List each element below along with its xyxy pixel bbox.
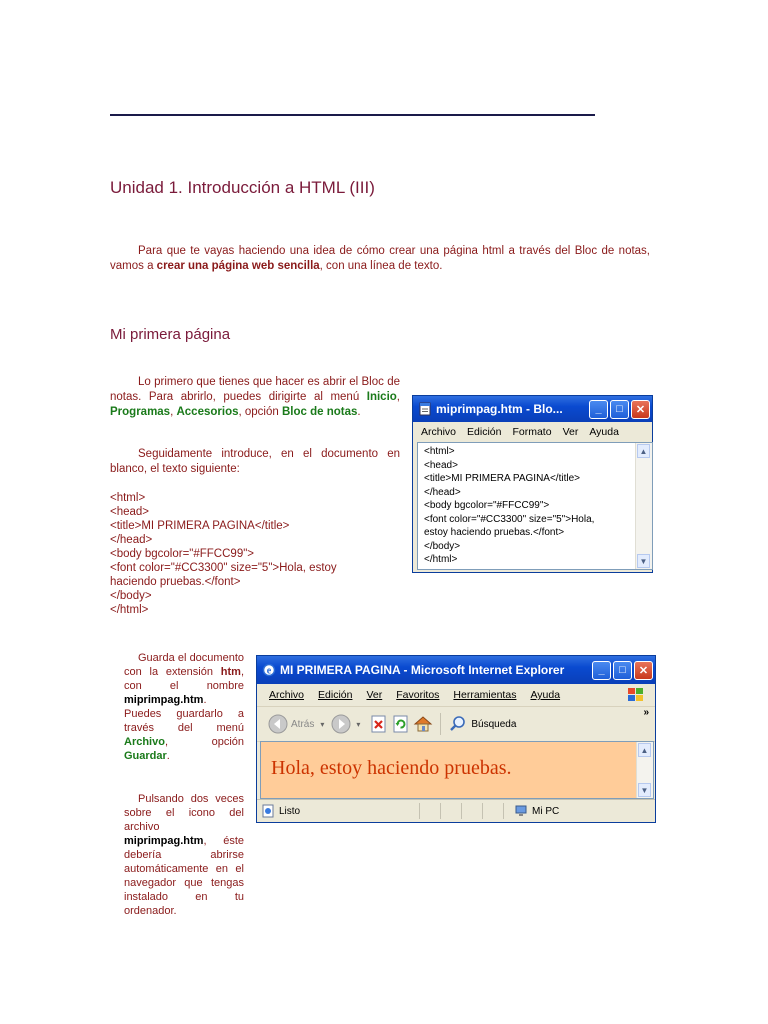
step2-paragraph bbox=[110, 447, 400, 477]
stop-button[interactable] bbox=[368, 713, 390, 735]
code-line: <head> bbox=[110, 506, 150, 518]
status-cell bbox=[461, 803, 482, 819]
maximize-button[interactable]: □ bbox=[613, 661, 632, 680]
minimize-button[interactable]: _ bbox=[592, 661, 611, 680]
forward-button[interactable] bbox=[330, 713, 352, 735]
minimize-button[interactable]: _ bbox=[589, 400, 608, 419]
code-line: <body bgcolor="#FFCC99"> bbox=[110, 548, 255, 560]
page-title: Unidad 1. Introducción a HTML (III) bbox=[110, 178, 375, 197]
step4-text: Pulsando dos veces sobre el icono del archivo bbox=[124, 793, 244, 833]
notepad-scrollbar[interactable] bbox=[635, 443, 652, 569]
menu-item-ayuda[interactable]: Ayuda bbox=[589, 426, 619, 438]
status-cell bbox=[482, 803, 503, 819]
separator: , bbox=[170, 406, 177, 418]
status-text: Listo bbox=[279, 805, 301, 817]
notepad-window bbox=[412, 395, 653, 573]
menu-archivo: Archivo bbox=[124, 736, 165, 748]
page-status-icon bbox=[261, 804, 275, 818]
forward-dropdown-icon[interactable]: ▾ bbox=[356, 719, 361, 729]
code-line: <html> bbox=[110, 492, 146, 504]
filename: miprimpag.htm bbox=[124, 835, 204, 847]
zone-text: Mi PC bbox=[532, 805, 560, 817]
browser-title: MI PRIMERA PAGINA - Microsoft Internet Explorer bbox=[280, 663, 565, 677]
menu-item-edicion[interactable]: Edición bbox=[318, 689, 353, 701]
notepad-line: <body bgcolor="#FFCC99"> bbox=[424, 500, 550, 511]
menu-bloc-de-notas: Bloc de notas bbox=[281, 406, 358, 418]
svg-text:e: e bbox=[266, 665, 272, 677]
menu-programas: Programas bbox=[110, 406, 171, 418]
code-listing bbox=[110, 491, 337, 617]
notepad-line: <html> bbox=[424, 446, 455, 457]
notepad-line: estoy haciendo pruebas.</font> bbox=[424, 527, 565, 538]
menu-item-archivo[interactable]: Archivo bbox=[269, 689, 305, 701]
filename: miprimpag.htm bbox=[124, 694, 204, 706]
notepad-line: <title>MI PRIMERA PAGINA</title> bbox=[424, 473, 580, 484]
section-subtitle: Mi primera página bbox=[110, 326, 231, 343]
back-label[interactable]: Atrás bbox=[291, 718, 315, 730]
notepad-line: <head> bbox=[424, 459, 458, 471]
refresh-button[interactable] bbox=[390, 713, 412, 735]
notepad-title: miprimpag.htm - Blo... bbox=[436, 402, 563, 416]
menu-item-ver[interactable]: Ver bbox=[562, 426, 579, 438]
step4-text-2: , éste debería abrirse automáticamente en el navegador que tengas instalado en tu ordenador. bbox=[124, 835, 244, 917]
notepad-text-area[interactable] bbox=[417, 442, 653, 570]
browser-content bbox=[260, 741, 654, 799]
notepad-titlebar bbox=[413, 396, 652, 422]
step1-paragraph bbox=[110, 375, 400, 420]
home-icon bbox=[413, 714, 433, 734]
step2-text: Seguidamente introduce, en el documento en blanco, el texto siguiente: bbox=[110, 448, 400, 475]
search-label[interactable]: Búsqueda bbox=[471, 718, 517, 730]
step3-text-3: . Puedes guardarlo a través del menú bbox=[124, 694, 244, 734]
notepad-icon bbox=[418, 402, 432, 416]
period: . bbox=[357, 406, 361, 418]
code-line: </head> bbox=[110, 534, 153, 546]
search-icon bbox=[449, 715, 467, 733]
scroll-up-icon[interactable]: ▲ bbox=[638, 743, 651, 757]
step4-paragraph bbox=[124, 792, 244, 918]
top-rule bbox=[110, 114, 595, 116]
intro-text-1: Para que te vayas haciendo una idea de cómo crear una página html a través del Bloc de notas, vamos a bbox=[110, 245, 650, 272]
scroll-down-icon[interactable]: ▼ bbox=[637, 554, 650, 568]
notepad-line: </body> bbox=[424, 540, 461, 552]
option-guardar: Guardar bbox=[124, 750, 167, 762]
scroll-up-icon[interactable]: ▲ bbox=[637, 444, 650, 458]
notepad-line: <font color="#CC3300" size="5">Hola, bbox=[424, 513, 595, 525]
close-button[interactable]: ✕ bbox=[631, 400, 650, 419]
notepad-line: </html> bbox=[424, 554, 458, 565]
menu-item-herramientas[interactable]: Herramientas bbox=[453, 689, 517, 701]
step3-text-4: , opción bbox=[164, 736, 244, 748]
browser-window bbox=[256, 655, 656, 823]
browser-scrollbar[interactable] bbox=[636, 742, 653, 798]
separator: , bbox=[396, 391, 400, 403]
windows-flag-icon bbox=[627, 687, 645, 703]
toolbar-separator bbox=[440, 713, 441, 735]
back-button[interactable] bbox=[267, 713, 289, 735]
notepad-text bbox=[424, 445, 594, 567]
browser-toolbar bbox=[257, 707, 655, 742]
menu-item-formato[interactable]: Formato bbox=[512, 426, 552, 438]
step1-text-2: , opción bbox=[238, 406, 282, 418]
step1-text: Lo primero que tienes que hacer es abrir el Bloc de notas. Para abrirlo, puedes dirigirte al menú bbox=[110, 376, 400, 403]
period: . bbox=[166, 750, 170, 762]
intro-bold: crear una página web sencilla bbox=[156, 260, 320, 272]
browser-titlebar bbox=[257, 656, 655, 684]
toolbar-chevron[interactable]: » bbox=[643, 707, 649, 718]
menu-item-ver[interactable]: Ver bbox=[366, 689, 383, 701]
refresh-icon bbox=[392, 715, 410, 733]
status-cell bbox=[503, 803, 512, 819]
stop-icon bbox=[370, 715, 388, 733]
intro-paragraph bbox=[110, 244, 650, 274]
menu-item-edicion[interactable]: Edición bbox=[467, 426, 502, 438]
code-line: haciendo pruebas.</font> bbox=[110, 576, 241, 588]
notepad-menubar bbox=[413, 422, 652, 442]
step3-paragraph bbox=[124, 651, 244, 763]
menu-item-favoritos[interactable]: Favoritos bbox=[396, 689, 440, 701]
menu-item-ayuda[interactable]: Ayuda bbox=[530, 689, 561, 701]
status-cell bbox=[440, 803, 461, 819]
code-line: </html> bbox=[110, 604, 149, 616]
forward-arrow-icon bbox=[331, 714, 351, 734]
notepad-line: </head> bbox=[424, 486, 461, 498]
maximize-button[interactable]: □ bbox=[610, 400, 629, 419]
back-dropdown-icon[interactable]: ▾ bbox=[320, 719, 325, 729]
intro-text-2: , con una línea de texto. bbox=[319, 260, 443, 272]
ext-htm: htm bbox=[220, 666, 241, 678]
page-content-text: Hola, estoy haciendo pruebas. bbox=[271, 757, 512, 779]
my-computer-icon bbox=[514, 804, 528, 818]
step3-text: Guarda el documento con la extensión bbox=[124, 652, 244, 678]
ie-icon bbox=[262, 663, 276, 677]
code-line: </body> bbox=[110, 590, 152, 602]
menu-inicio: Inicio bbox=[366, 391, 397, 403]
code-line: <title>MI PRIMERA PAGINA</title> bbox=[110, 520, 290, 532]
back-arrow-icon bbox=[268, 714, 288, 734]
step3-text-2: , con el nombre bbox=[124, 666, 244, 692]
code-line: <font color="#CC3300" size="5">Hola, estoy bbox=[110, 562, 337, 574]
menu-accesorios: Accesorios bbox=[176, 406, 239, 418]
close-button[interactable]: ✕ bbox=[634, 661, 653, 680]
browser-statusbar bbox=[257, 799, 655, 822]
scroll-down-icon[interactable]: ▼ bbox=[638, 783, 651, 797]
home-button[interactable] bbox=[412, 713, 434, 735]
browser-menubar bbox=[257, 684, 655, 707]
status-cell bbox=[419, 803, 440, 819]
search-button[interactable] bbox=[447, 713, 469, 735]
menu-item-archivo[interactable]: Archivo bbox=[421, 426, 457, 438]
